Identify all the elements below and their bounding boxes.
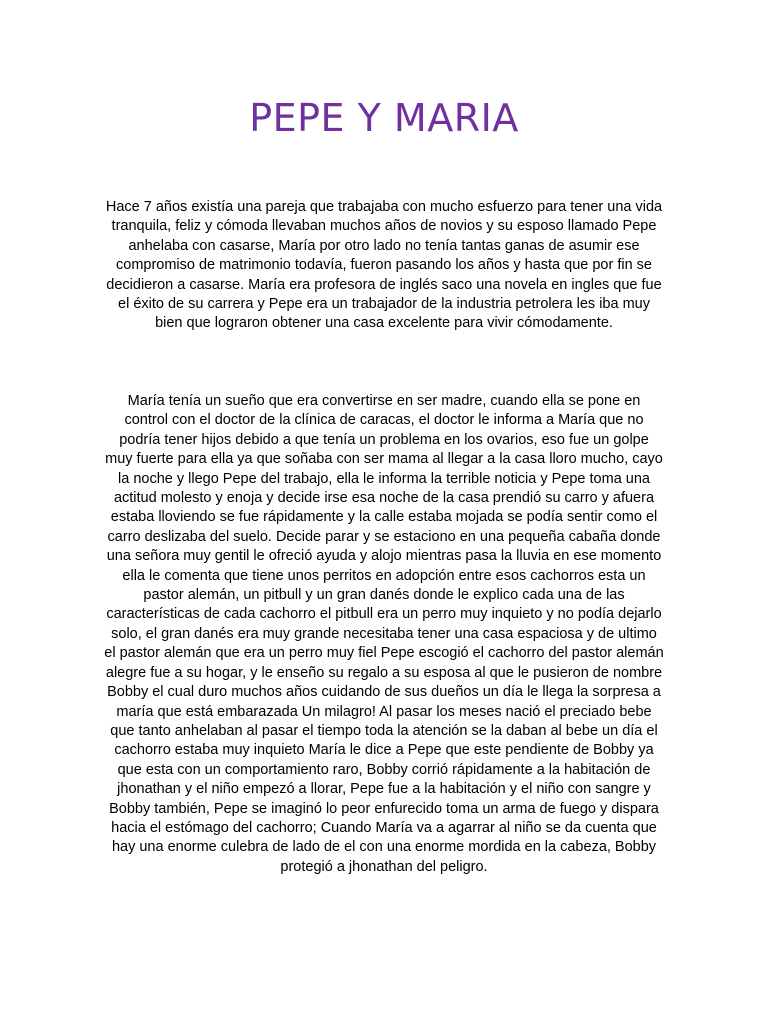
paragraph-intro: Hace 7 años existía una pareja que trabajaba con mucho esfuerzo para tener una vida tranquila, feliz y cómoda llevaban muchos años de novios y su esposo llamado Pepe anhelaba con casarse, María por otro lado no tenía tantas ganas de asumir ese compromiso de matrimonio todavía, fueron pasando los años y hasta que por fin se decidieron a casarse. María era profesora de inglés saco una novela en ingles que fue el éxito de su carrera y Pepe era un trabajador de la industria petrolera les iba muy bien que lograron obtener una casa excelente para vivir cómodamente. — [105, 199, 663, 332]
page-title: PEPE Y MARIA — [249, 96, 519, 140]
paragraph-story: María tenía un sueño que era convertirse en ser madre, cuando ella se pone en control con el doctor de la clínica de caracas, el doctor le informa a María que no podría tener hijos debido a que tenía un problema en los ovarios, eso fue un golpe muy fuerte para ella ya que soñaba con ser mama al llegar a la casa lloro mucho, cayo la noche y llego Pepe del trabajo, ella le informa la terrible noticia y Pepe toma una actitud molesto y enoja y decide irse esa noche de la casa prendió su carro y afuera estaba lloviendo se fue rápidamente y la calle estaba mojada se podía sentir como el carro deslizaba del suelo. Decide parar y se estaciono en una pequeña cabaña donde una señora muy gentil le ofreció ayuda y alojo mientras pasa la lluvia en ese momento ella le comenta que tiene unos perritos en adopción entre esos cachorros esta un pastor alemán, un pitbull y un gran danés donde le explico cada una de las características de cada cachorro el pitbull era un perro muy inquieto y no podía dejarlo solo, el gran danés era muy grande necesitaba tener una casa espaciosa y de ultimo el pastor alemán que era un perro muy fiel Pepe escogió el cachorro del pastor alemán alegre fue a su hogar, y le enseño su regalo a su esposa al que le pusieron de nombre Bobby el cual duro muchos años cuidando de sus dueños un día le llega la sorpresa a maría que está embarazada Un milagro! Al pasar los meses nació el preciado bebe que tanto anhelaban al pasar el tiempo toda la atención se la daban al bebe un día el cachorro estaba muy inquieto María le dice a Pepe que este pendiente de Bobby ya que esta con un comportamiento raro, Bobby corrió rápidamente a la habitación de jhonathan y el niño empezó a llorar, Pepe fue a la habitación y el niño con sangre y Bobby también, Pepe se imaginó lo peor enfurecido toma un arma de fuego y dispara hacia el estómago del cachorro; Cuando María va a agarrar al niño se da cuenta que hay una enorme culebra de lado de el con una enorme mordida en la cabeza, Bobby protegió a jhonathan del peligro. — [104, 393, 664, 875]
